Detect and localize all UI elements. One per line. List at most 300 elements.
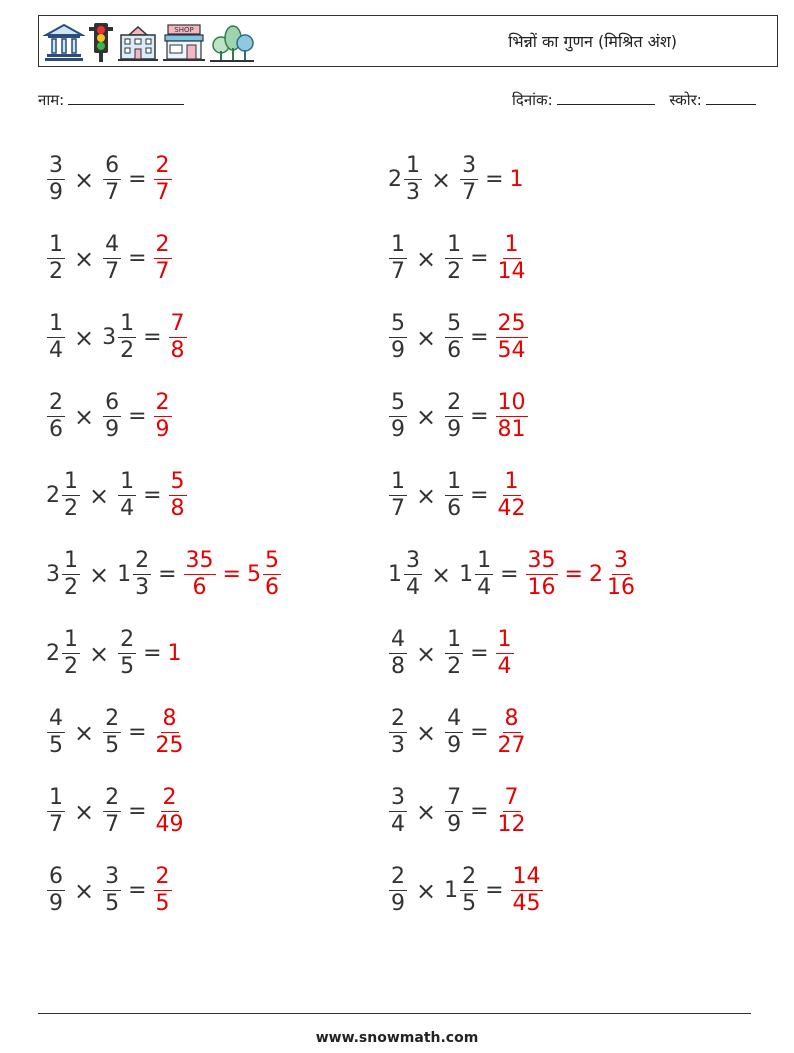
numerator: 1 xyxy=(120,311,135,336)
equals-sign: = xyxy=(470,404,489,429)
score-label: स्कोर: xyxy=(669,91,702,109)
mixed-number xyxy=(388,629,408,678)
denominator: 6 xyxy=(447,338,462,363)
numerator: 2 xyxy=(105,706,120,731)
fraction xyxy=(496,708,528,757)
equals-sign: = xyxy=(470,483,489,508)
denominator: 5 xyxy=(155,891,170,916)
whole-part: 3 xyxy=(46,562,60,587)
mixed-number xyxy=(46,866,66,915)
fraction xyxy=(47,708,65,757)
mixed-number xyxy=(459,155,479,204)
denominator: 7 xyxy=(462,180,477,205)
fraction xyxy=(460,866,478,915)
problem-row xyxy=(388,298,638,377)
denominator: 42 xyxy=(497,496,526,521)
mixed-number xyxy=(388,550,423,599)
mixed-number xyxy=(117,629,137,678)
numerator: 2 xyxy=(155,864,170,889)
fraction xyxy=(47,234,65,283)
denominator: 5 xyxy=(105,733,120,758)
answer xyxy=(153,866,173,915)
denominator: 7 xyxy=(155,259,170,284)
denominator: 8 xyxy=(170,496,185,521)
denominator: 6 xyxy=(264,575,279,600)
svg-text:SHOP: SHOP xyxy=(174,26,194,34)
problem-row xyxy=(388,140,638,219)
numerator: 3 xyxy=(462,153,477,178)
denominator: 16 xyxy=(527,575,556,600)
fraction xyxy=(169,313,187,362)
denominator: 6 xyxy=(192,575,207,600)
fraction xyxy=(133,550,151,599)
mixed-number xyxy=(102,866,122,915)
numerator: 5 xyxy=(447,311,462,336)
mixed-number xyxy=(444,313,464,362)
problem-row xyxy=(46,693,282,772)
denominator: 4 xyxy=(406,575,420,600)
fraction xyxy=(445,234,463,283)
mixed-number xyxy=(459,550,494,599)
mixed-number xyxy=(388,155,423,204)
denominator: 2 xyxy=(64,575,78,600)
footer-divider xyxy=(38,1013,751,1014)
trees-icon xyxy=(209,21,255,63)
whole-part: 1 xyxy=(459,562,474,587)
fraction xyxy=(47,155,65,204)
score-blank[interactable] xyxy=(706,90,756,105)
worksheet-header xyxy=(38,15,778,67)
numerator: 5 xyxy=(391,311,405,336)
denominator: 4 xyxy=(391,812,405,837)
denominator: 7 xyxy=(49,812,63,837)
school-building-icon xyxy=(117,21,159,63)
answer xyxy=(495,787,529,836)
mixed-number xyxy=(102,708,122,757)
mixed-number xyxy=(46,708,66,757)
multiply-sign: × xyxy=(416,797,437,826)
fraction xyxy=(103,392,121,441)
mixed-number xyxy=(247,550,282,599)
multiply-sign: × xyxy=(74,244,95,273)
mixed-number xyxy=(46,392,66,441)
numerator: 7 xyxy=(170,311,185,336)
multiply-sign: × xyxy=(416,876,437,905)
mixed-number xyxy=(388,313,408,362)
numerator: 6 xyxy=(49,864,63,889)
denominator: 2 xyxy=(447,259,462,284)
mixed-number xyxy=(168,641,183,666)
mixed-number xyxy=(495,392,529,441)
fraction xyxy=(389,392,407,441)
equals-sign: = xyxy=(485,167,504,192)
fraction xyxy=(445,471,463,520)
numerator: 1 xyxy=(477,548,492,573)
fraction xyxy=(263,550,281,599)
equals-sign: = xyxy=(143,325,162,350)
fraction xyxy=(496,313,528,362)
denominator: 81 xyxy=(497,417,526,442)
answer-equals-sign: = xyxy=(222,562,241,587)
mixed-number xyxy=(444,629,464,678)
denominator: 3 xyxy=(406,180,420,205)
multiply-sign: × xyxy=(416,718,437,747)
numerator: 1 xyxy=(406,153,420,178)
answer xyxy=(153,155,173,204)
numerator: 4 xyxy=(447,706,462,731)
mixed-number xyxy=(117,471,137,520)
problems-right-column xyxy=(388,140,638,930)
numerator: 4 xyxy=(105,232,120,257)
denominator: 7 xyxy=(155,180,170,205)
mixed-number xyxy=(153,392,173,441)
numerator: 2 xyxy=(447,390,462,415)
numerator: 1 xyxy=(391,232,405,257)
whole-part: 1 xyxy=(388,562,402,587)
numerator: 1 xyxy=(447,232,462,257)
problem-row xyxy=(46,298,282,377)
answer xyxy=(153,234,173,283)
fraction xyxy=(389,708,407,757)
numerator: 3 xyxy=(391,785,405,810)
denominator: 5 xyxy=(105,891,120,916)
multiply-sign: × xyxy=(74,718,95,747)
mixed-number xyxy=(153,708,187,757)
fraction xyxy=(389,866,407,915)
numerator: 3 xyxy=(49,153,63,178)
numerator: 6 xyxy=(105,153,120,178)
numerator: 2 xyxy=(49,390,63,415)
numerator: 1 xyxy=(504,232,519,257)
multiply-sign: × xyxy=(89,560,110,589)
denominator: 3 xyxy=(135,575,150,600)
problem-row xyxy=(388,219,638,298)
mixed-number xyxy=(46,313,66,362)
answer xyxy=(495,313,529,362)
fraction xyxy=(62,629,80,678)
fraction xyxy=(62,550,80,599)
mixed-number xyxy=(444,234,464,283)
fraction xyxy=(511,866,543,915)
mixed-number xyxy=(388,234,408,283)
numerator: 1 xyxy=(49,311,63,336)
denominator: 6 xyxy=(49,417,63,442)
whole-part: 5 xyxy=(246,562,261,587)
denominator: 8 xyxy=(391,654,405,679)
denominator: 9 xyxy=(105,417,120,442)
problem-row xyxy=(46,140,282,219)
denominator: 4 xyxy=(477,575,492,600)
date-blank[interactable] xyxy=(557,90,655,105)
mixed-number xyxy=(46,234,66,283)
denominator: 9 xyxy=(391,891,405,916)
equals-sign: = xyxy=(128,167,147,192)
mixed-number xyxy=(444,471,464,520)
fraction xyxy=(169,471,187,520)
multiply-sign: × xyxy=(431,560,452,589)
denominator: 14 xyxy=(497,259,526,284)
numerator: 10 xyxy=(497,390,526,415)
equals-sign: = xyxy=(500,562,519,587)
mixed-number xyxy=(46,787,66,836)
denominator: 2 xyxy=(120,338,135,363)
mixed-number xyxy=(117,550,152,599)
fraction xyxy=(103,787,121,836)
whole-part: 1 xyxy=(444,878,459,903)
fraction xyxy=(389,629,407,678)
numerator: 1 xyxy=(447,627,462,652)
mixed-number xyxy=(102,155,122,204)
answer xyxy=(153,392,173,441)
mixed-number xyxy=(168,313,188,362)
denominator: 2 xyxy=(49,259,63,284)
numerator: 8 xyxy=(504,706,519,731)
whole-part: 3 xyxy=(102,325,117,350)
denominator: 12 xyxy=(497,812,526,837)
denominator: 7 xyxy=(105,259,120,284)
answer xyxy=(525,550,638,599)
problem-row xyxy=(46,219,282,298)
mixed-number xyxy=(444,787,464,836)
denominator: 5 xyxy=(120,654,135,679)
denominator: 4 xyxy=(49,338,63,363)
problem-row xyxy=(46,535,282,614)
numerator: 35 xyxy=(185,548,214,573)
multiply-sign: × xyxy=(74,323,95,352)
worksheet-title: भिन्नों का गुणन (मिश्रित अंश) xyxy=(508,32,677,51)
answer xyxy=(153,787,187,836)
denominator: 7 xyxy=(105,180,120,205)
numerator: 4 xyxy=(49,706,63,731)
denominator: 49 xyxy=(155,812,184,837)
mixed-number xyxy=(46,471,81,520)
denominator: 16 xyxy=(606,575,635,600)
fraction xyxy=(154,708,186,757)
equals-sign: = xyxy=(470,799,489,824)
fraction xyxy=(389,787,407,836)
answer xyxy=(495,471,529,520)
answer xyxy=(183,550,282,599)
numerator: 1 xyxy=(49,232,63,257)
mixed-number xyxy=(495,629,515,678)
numerator: 14 xyxy=(512,864,541,889)
denominator: 27 xyxy=(497,733,526,758)
numerator: 4 xyxy=(391,627,405,652)
denominator: 45 xyxy=(512,891,541,916)
multiply-sign: × xyxy=(74,165,95,194)
equals-sign: = xyxy=(128,799,147,824)
fraction xyxy=(389,234,407,283)
answer xyxy=(168,641,183,666)
equals-sign: = xyxy=(143,483,162,508)
fraction xyxy=(496,787,528,836)
fraction xyxy=(445,787,463,836)
mixed-number xyxy=(444,392,464,441)
answer xyxy=(510,167,525,192)
header-icons xyxy=(43,20,255,64)
equals-sign: = xyxy=(128,246,147,271)
equals-sign: = xyxy=(485,878,504,903)
problem-row xyxy=(388,693,638,772)
whole-part: 1 xyxy=(117,562,132,587)
numerator: 5 xyxy=(264,548,279,573)
mixed-number xyxy=(388,708,408,757)
answer xyxy=(510,866,544,915)
fraction xyxy=(445,392,463,441)
multiply-sign: × xyxy=(74,876,95,905)
multiply-sign: × xyxy=(416,244,437,273)
mixed-number xyxy=(153,234,173,283)
numerator: 2 xyxy=(135,548,150,573)
fraction xyxy=(103,234,121,283)
multiply-sign: × xyxy=(416,639,437,668)
fraction xyxy=(389,471,407,520)
fraction xyxy=(496,392,528,441)
mixed-number xyxy=(444,708,464,757)
mixed-number xyxy=(388,392,408,441)
numerator: 8 xyxy=(162,706,177,731)
equals-sign: = xyxy=(128,720,147,745)
fraction xyxy=(184,550,216,599)
equals-sign: = xyxy=(128,404,147,429)
numerator: 3 xyxy=(105,864,120,889)
numerator: 2 xyxy=(155,232,170,257)
date-label: दिनांक: xyxy=(512,91,553,109)
mixed-number xyxy=(388,787,408,836)
numerator: 3 xyxy=(613,548,628,573)
mixed-number xyxy=(46,155,66,204)
mixed-number xyxy=(168,471,188,520)
multiply-sign: × xyxy=(416,323,437,352)
whole-part: 1 xyxy=(167,641,182,666)
numerator: 5 xyxy=(391,390,405,415)
problem-row xyxy=(388,772,638,851)
footer-website: www.snowmath.com xyxy=(315,1030,479,1046)
fraction xyxy=(118,629,136,678)
problem-row xyxy=(46,377,282,456)
denominator: 4 xyxy=(497,654,512,679)
name-label: नाम: xyxy=(38,91,65,109)
denominator: 9 xyxy=(447,812,462,837)
multiply-sign: × xyxy=(89,639,110,668)
numerator: 2 xyxy=(162,785,177,810)
answer xyxy=(495,629,515,678)
fraction xyxy=(445,629,463,678)
whole-part: 2 xyxy=(388,167,402,192)
fraction xyxy=(154,787,186,836)
denominator: 4 xyxy=(120,496,135,521)
problem-row xyxy=(46,456,282,535)
numerator: 2 xyxy=(391,706,405,731)
mixed-number xyxy=(102,392,122,441)
mixed-number xyxy=(495,708,529,757)
answer xyxy=(495,392,529,441)
numerator: 1 xyxy=(391,469,405,494)
numerator: 5 xyxy=(170,469,185,494)
multiply-sign: × xyxy=(89,481,110,510)
fraction xyxy=(47,787,65,836)
mixed-number xyxy=(102,787,122,836)
equals-sign: = xyxy=(470,720,489,745)
problem-row xyxy=(388,377,638,456)
numerator: 7 xyxy=(504,785,519,810)
whole-part: 2 xyxy=(46,483,60,508)
fraction xyxy=(154,234,172,283)
denominator: 8 xyxy=(170,338,185,363)
multiply-sign: × xyxy=(416,402,437,431)
mixed-number xyxy=(153,787,187,836)
mixed-number xyxy=(495,787,529,836)
name-blank[interactable] xyxy=(68,90,184,105)
numerator: 25 xyxy=(497,311,526,336)
fraction xyxy=(404,155,422,204)
fraction xyxy=(496,629,514,678)
fraction xyxy=(47,866,65,915)
answer-equals-sign: = xyxy=(564,562,583,587)
denominator: 7 xyxy=(391,259,405,284)
equals-sign: = xyxy=(470,246,489,271)
problem-row xyxy=(388,851,638,930)
problem-row xyxy=(388,456,638,535)
numerator: 1 xyxy=(497,627,512,652)
traffic-light-icon xyxy=(88,21,114,63)
denominator: 54 xyxy=(497,338,526,363)
fraction xyxy=(445,708,463,757)
numerator: 2 xyxy=(155,390,170,415)
bank-icon xyxy=(43,21,85,63)
mixed-number xyxy=(183,550,217,599)
denominator: 9 xyxy=(155,417,170,442)
equals-sign: = xyxy=(158,562,177,587)
problem-row xyxy=(46,772,282,851)
fraction xyxy=(475,550,493,599)
numerator: 3 xyxy=(406,548,420,573)
fraction xyxy=(389,313,407,362)
equals-sign: = xyxy=(143,641,162,666)
numerator: 6 xyxy=(105,390,120,415)
mixed-number xyxy=(102,313,137,362)
denominator: 5 xyxy=(49,733,63,758)
denominator: 7 xyxy=(391,496,405,521)
fraction xyxy=(103,708,121,757)
denominator: 2 xyxy=(64,654,78,679)
mixed-number xyxy=(525,550,559,599)
answer xyxy=(168,313,188,362)
multiply-sign: × xyxy=(74,797,95,826)
fraction xyxy=(118,471,136,520)
numerator: 2 xyxy=(155,153,170,178)
numerator: 1 xyxy=(504,469,519,494)
denominator: 2 xyxy=(447,654,462,679)
answer xyxy=(495,708,529,757)
numerator: 2 xyxy=(462,864,477,889)
fraction xyxy=(103,866,121,915)
denominator: 5 xyxy=(462,891,477,916)
date-score-fields xyxy=(512,90,756,110)
fraction xyxy=(62,471,80,520)
mixed-number xyxy=(589,550,638,599)
whole-part: 2 xyxy=(46,641,60,666)
mixed-number xyxy=(153,866,173,915)
denominator: 25 xyxy=(155,733,184,758)
problem-row xyxy=(388,535,638,614)
mixed-number xyxy=(46,629,81,678)
fraction xyxy=(526,550,558,599)
mixed-number xyxy=(495,471,529,520)
denominator: 9 xyxy=(49,180,63,205)
mixed-number xyxy=(510,167,525,192)
mixed-number xyxy=(46,550,81,599)
